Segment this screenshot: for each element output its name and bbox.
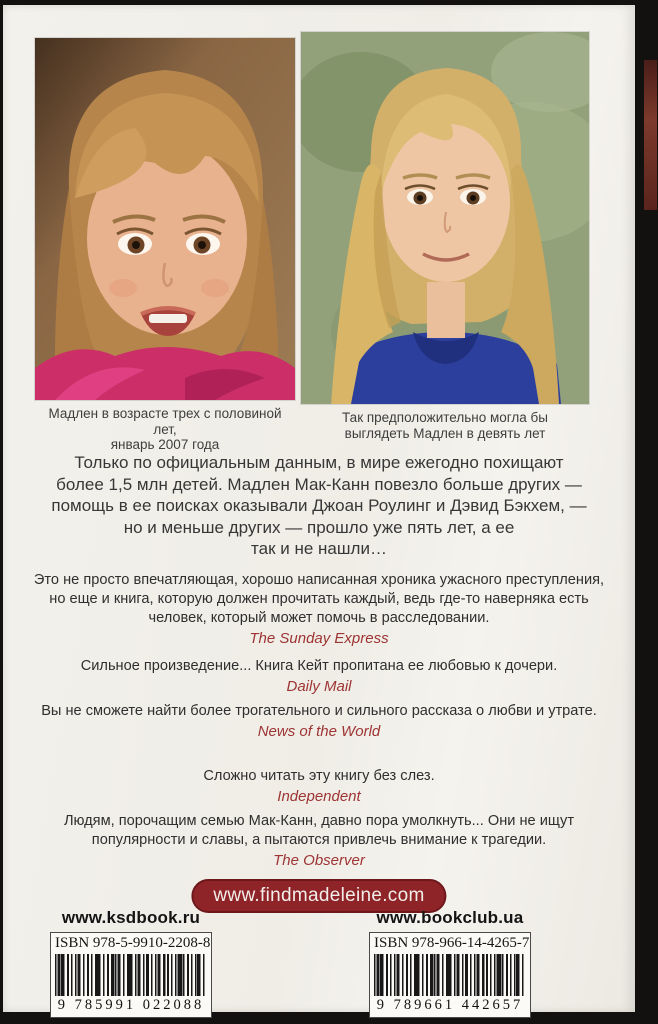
quote-news-of-the-world xyxy=(29,702,609,741)
findmadeleine-url-text: www.findmadeleine.com xyxy=(213,885,425,906)
barcode-bars xyxy=(374,954,526,996)
quote-source: The Sunday Express xyxy=(249,630,389,647)
barcode-digits: 9 789661 442657 xyxy=(376,997,524,1013)
quote-observer xyxy=(29,812,609,870)
quote-sunday-express xyxy=(29,571,609,648)
quote-daily-mail xyxy=(29,657,609,696)
photo-madeleine-age-3 xyxy=(35,38,295,453)
caption-line: выглядеть Мадлен в девять лет xyxy=(344,425,546,441)
intro-line: более 1,5 млн детей. Мадлен Мак-Канн повезло больше других — xyxy=(56,474,582,494)
intro-paragraph xyxy=(19,452,619,560)
publisher-url: www.ksdbook.ru xyxy=(61,908,201,927)
barcode-digits: 9 785991 022088 xyxy=(57,997,205,1013)
caption-line: январь 2007 года xyxy=(110,437,220,452)
isbn-number: ISBN 978-5-9910-2208-8 xyxy=(55,935,211,951)
quote-source: The Observer xyxy=(273,852,365,869)
quote-text: Сложно читать эту книгу без слез. xyxy=(203,768,435,784)
back-cover xyxy=(3,5,635,1012)
publisher-ru xyxy=(36,908,226,1018)
quote-independent xyxy=(29,767,609,806)
quote-text: Это не просто впечатляющая, хорошо написанная хроника ужасного преступления, но еще и книга, которую должен прочитать каждый, ведь где-то наверняка есть человек, который может помочь в расследовании. xyxy=(33,572,605,626)
quote-text: Вы не сможете найти более трогательного и сильного рассказа о любви и утрате. xyxy=(41,703,597,719)
quote-source: News of the World xyxy=(257,723,381,740)
barcode-bars xyxy=(55,954,207,996)
isbn-barcode-block xyxy=(50,932,212,1018)
publisher-url: www.bookclub.ua xyxy=(376,908,524,927)
intro-line: Только по официальным данным, в мире ежегодно похищают xyxy=(74,453,564,472)
quote-source: Daily Mail xyxy=(286,678,352,695)
toddler-portrait-photo xyxy=(35,38,295,400)
caption-line: Мадлен в возрасте трех с половиной лет, xyxy=(48,406,282,437)
intro-line: помощь в ее поисках оказывали Джоан Роулинг и Дэвид Бэкхем, — xyxy=(51,496,587,515)
photo-madeleine-age-9 xyxy=(301,32,589,441)
intro-line: так и не нашли… xyxy=(251,539,387,558)
intro-line: но и меньше других — прошло уже пять лет, а ее xyxy=(123,517,515,537)
quote-text: Людям, порочащим семью Мак-Канн, давно пора умолкнуть... Они не ищут популярности и славы, а пытаются привлечь внимание к трагедии. xyxy=(63,813,575,848)
quote-text: Сильное произведение... Книга Кейт пропитана ее любовью к дочери. xyxy=(80,658,558,674)
jacket-edge-art xyxy=(644,60,657,210)
age-progression-portrait-photo xyxy=(301,32,589,404)
isbn-number: ISBN 978-966-14-4265-7 xyxy=(374,935,530,951)
publisher-ua xyxy=(355,908,545,1018)
quote-source: Independent xyxy=(277,788,361,805)
photo-caption-right xyxy=(301,410,589,441)
caption-line: Так предположительно могла бы xyxy=(342,410,548,425)
photo-caption-left xyxy=(35,406,295,453)
isbn-barcode-block xyxy=(369,932,531,1018)
